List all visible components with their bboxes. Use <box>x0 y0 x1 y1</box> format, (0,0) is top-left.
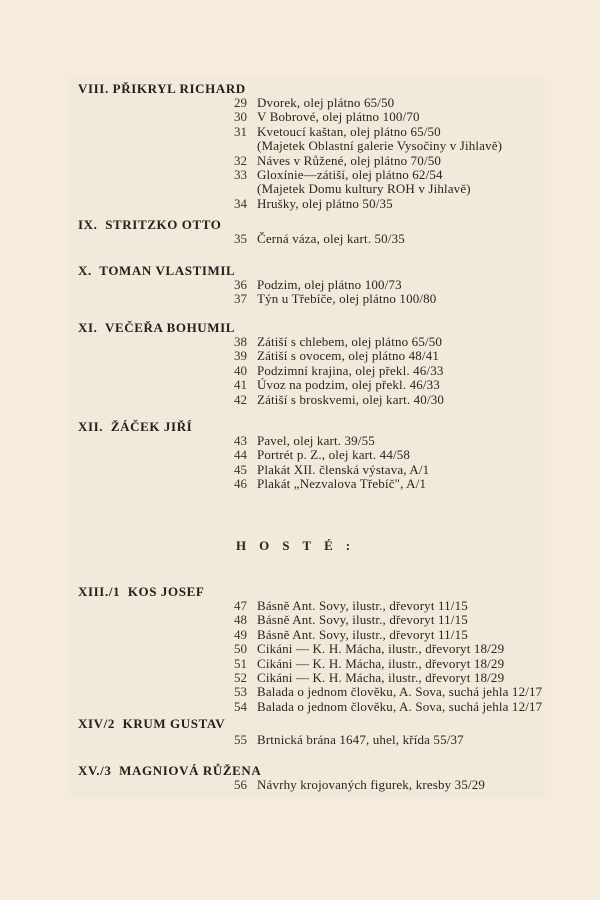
artwork-entry <box>0 378 600 392</box>
artwork-number: 47 <box>234 598 247 613</box>
artwork-title: Balada o jednom člověku, A. Sova, suchá jehla 12/17 <box>257 684 543 700</box>
artwork-note <box>0 139 600 153</box>
artwork-list <box>0 434 600 492</box>
artwork-entry <box>0 477 600 491</box>
artwork-title: Plakát „Nezvalova Třebíč", A/1 <box>257 476 427 492</box>
artwork-entry <box>0 168 600 182</box>
artwork-title: Návrhy krojovaných figurek, kresby 35/29 <box>257 777 486 792</box>
artwork-title: Pavel, olej kart. 39/55 <box>257 433 375 448</box>
artwork-entry <box>0 292 600 306</box>
artwork-entry <box>0 599 600 613</box>
artwork-title: Kvetoucí kaštan, olej plátno 65/50 <box>257 123 441 139</box>
artwork-number: 51 <box>234 655 247 671</box>
artwork-title: Cikáni — K. H. Mácha, ilustr., dřevoryt 18/29 <box>257 655 505 671</box>
artwork-entry <box>0 733 600 747</box>
artist-heading: XI. VEČEŘA BOHUMIL <box>78 320 236 335</box>
artwork-title: Plakát XII. členská výstava, A/1 <box>257 461 430 477</box>
artwork-number: 36 <box>234 277 247 292</box>
artwork-list <box>0 335 600 407</box>
artwork-entry <box>0 434 600 448</box>
artwork-list <box>0 278 600 307</box>
artwork-entry <box>0 349 600 363</box>
artwork-entry <box>0 642 600 656</box>
artwork-title: Básně Ant. Sovy, ilustr., dřevoryt 11/15 <box>257 612 468 628</box>
artwork-list <box>0 733 600 747</box>
artwork-entry <box>0 657 600 671</box>
artwork-entry <box>0 613 600 627</box>
artist-heading: XIV/2 KRUM GUSTAV <box>78 716 226 731</box>
artwork-title: Cikáni — K. H. Mácha, ilustr., dřevoryt 18/29 <box>257 641 505 657</box>
artwork-entry <box>0 197 600 211</box>
artwork-entry <box>0 700 600 714</box>
artwork-number: 40 <box>234 362 247 378</box>
artwork-entry <box>0 463 600 477</box>
artwork-entry <box>0 110 600 124</box>
artwork-title: Gloxínie—zátiší, olej plátno 62/54 <box>257 166 443 182</box>
artwork-title: Černá váza, olej kart. 50/35 <box>257 231 405 246</box>
artwork-number: 43 <box>234 433 247 448</box>
artwork-title: Básně Ant. Sovy, ilustr., dřevoryt 11/15 <box>257 598 468 613</box>
artwork-number: 38 <box>234 334 247 349</box>
artwork-entry <box>0 125 600 139</box>
artwork-title: Balada o jednom člověku, A. Sova, suchá jehla 12/17 <box>257 698 543 714</box>
artwork-list <box>0 599 600 714</box>
artwork-title: Náves v Růžené, olej plátno 70/50 <box>257 152 442 168</box>
artwork-title: Hrušky, olej plátno 50/35 <box>257 195 393 211</box>
artwork-title: Brtnická brána 1647, uhel, křída 55/37 <box>257 732 464 747</box>
artist-heading: XII. ŽÁČEK JIŘÍ <box>78 419 193 434</box>
artwork-title: Úvoz na podzim, olej překl. 46/33 <box>257 377 440 393</box>
artist-heading: VIII. PŘIKRYL RICHARD <box>78 81 246 96</box>
artwork-number: 46 <box>234 476 247 492</box>
artwork-number: 52 <box>234 669 247 685</box>
artwork-number: 55 <box>234 732 247 747</box>
artwork-title: Portrét p. Z., olej kart. 44/58 <box>257 447 411 463</box>
artwork-entry <box>0 335 600 349</box>
artwork-number: 33 <box>234 166 247 182</box>
artwork-number: 44 <box>234 447 247 463</box>
artwork-number: 54 <box>234 698 247 714</box>
artwork-number: 29 <box>234 95 247 110</box>
artwork-title: Zátiší s ovocem, olej plátno 48/41 <box>257 348 440 364</box>
artwork-entry <box>0 232 600 246</box>
artwork-list <box>0 232 600 246</box>
artwork-note <box>0 182 600 196</box>
artwork-entry <box>0 685 600 699</box>
artwork-entry <box>0 628 600 642</box>
artwork-list <box>0 778 600 792</box>
artwork-title: Básně Ant. Sovy, ilustr., dřevoryt 11/15 <box>257 626 468 642</box>
artwork-entry <box>0 393 600 407</box>
guests-heading: HOSTÉ: <box>236 538 364 553</box>
artist-heading: XIII./1 KOS JOSEF <box>78 584 205 599</box>
artwork-entry <box>0 278 600 292</box>
artwork-title: Podzimní krajina, olej překl. 46/33 <box>257 362 444 378</box>
artwork-title: Cikáni — K. H. Mácha, ilustr., dřevoryt 18/29 <box>257 669 505 685</box>
artwork-title: Podzim, olej plátno 100/73 <box>257 277 402 292</box>
artwork-number: 42 <box>234 391 247 407</box>
artwork-number: 31 <box>234 123 247 139</box>
artist-heading: IX. STRITZKO OTTO <box>78 217 222 232</box>
artwork-title: V Bobrové, olej plátno 100/70 <box>257 109 420 125</box>
artist-heading: XV./3 MAGNIOVÁ RŮŽENA <box>78 763 262 778</box>
ownership-note: (Majetek Domu kultury ROH v Jihlavě) <box>257 181 471 197</box>
artwork-list <box>0 96 600 211</box>
artwork-entry <box>0 448 600 462</box>
artwork-title: Zátiší s broskvemi, olej kart. 40/30 <box>257 391 445 407</box>
artwork-title: Dvorek, olej plátno 65/50 <box>257 95 395 110</box>
artwork-number: 53 <box>234 684 247 700</box>
artwork-entry <box>0 778 600 792</box>
artwork-entry <box>0 154 600 168</box>
artwork-title: Zátiší s chlebem, olej plátno 65/50 <box>257 334 443 349</box>
artwork-number: 45 <box>234 461 247 477</box>
artwork-number: 34 <box>234 195 247 211</box>
artwork-number: 35 <box>234 231 247 246</box>
artwork-entry <box>0 364 600 378</box>
artwork-number: 37 <box>234 291 247 307</box>
artwork-number: 39 <box>234 348 247 364</box>
artwork-number: 48 <box>234 612 247 628</box>
artwork-number: 41 <box>234 377 247 393</box>
artwork-entry <box>0 96 600 110</box>
ownership-note: (Majetek Oblastní galerie Vysočiny v Jihlavě) <box>257 138 503 154</box>
artwork-title: Týn u Třebíče, olej plátno 100/80 <box>257 291 437 307</box>
artwork-number: 30 <box>234 109 247 125</box>
artwork-entry <box>0 671 600 685</box>
artist-heading: X. TOMAN VLASTIMIL <box>78 263 236 278</box>
artwork-number: 32 <box>234 152 247 168</box>
artwork-number: 50 <box>234 641 247 657</box>
artwork-number: 49 <box>234 626 247 642</box>
artwork-number: 56 <box>234 777 247 792</box>
